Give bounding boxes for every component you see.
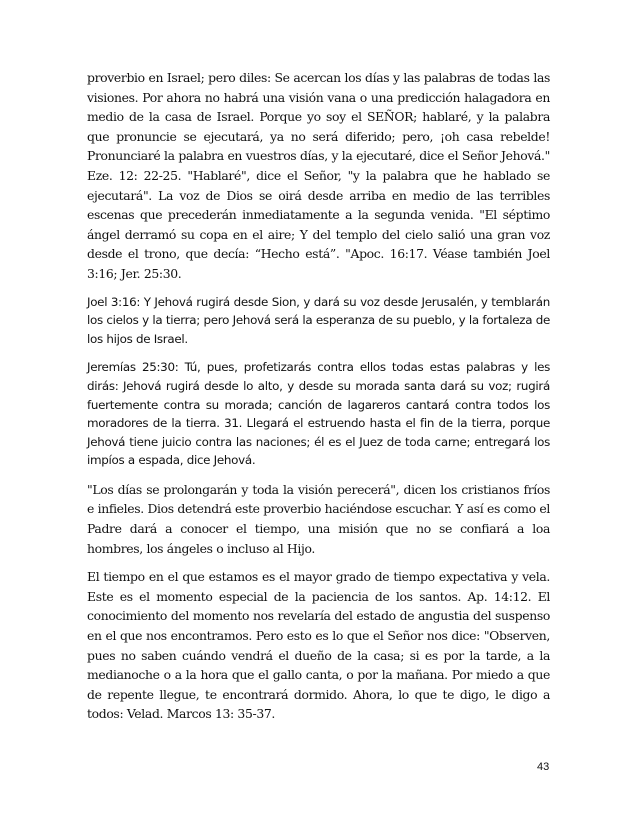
paragraph-skeptics: "Los días se prolongarán y toda la visión perecerá", dicen los cristianos fríos e infieles. Dios detendrá este proverbio haciéndose escuchar. Y así es como el Padre dará a conocer el tiempo, una misión que no se confiará a loa hombres, los ángeles o incluso al Hijo. — [87, 481, 550, 556]
paragraph-ezekiel-commentary: proverbio en Israel; pero diles: Se acercan los días y las palabras de todas las visiones. Por ahora no habrá una visión vana o una predicción halagadora en medio de la casa de Israel. Porque yo soy el SEÑOR; hablaré, y la palabra que pronuncie se ejecutará, ya no será diferido; pero, ¡oh casa rebelde! Pronunciaré la palabra en vuestros días, y la ejecutaré, dice el Señor Jehová." Eze. 12: 22-25. "Hablaré", dice el Señor, "y la palabra que he hablado se ejecutará". La voz de Dios se oirá desde arriba en medio de las terribles escenas que precederán inmediatamente a la segunda venida. "El séptimo ángel derramó su copa en el aire; Y del templo del cielo salió una gran voz desde el trono, que decía: “Hecho está”. "Apoc. 16:17. Véase también Joel 3:16; Jer. 25:30. — [87, 70, 550, 281]
paragraph-jeremiah-quote: Jeremías 25:30: Tú, pues, profetizarás contra ellos todas estas palabras y les dirás: Jehová rugirá desde lo alto, y desde su morada santa dará su voz; rugirá fuertemente contra su morada; canción de lagareros cantará contra todos los moradores de la tierra. 31. Llegará el estruendo hasta el fin de la tierra, porque Jehová tiene juicio contra las naciones; él es el Juez de toda carne; entregará los impíos a espada, dice Jehová. — [87, 360, 550, 468]
paragraph-watch: El tiempo en el que estamos es el mayor grado de tiempo expectativa y vela. Este es el momento especial de la paciencia de los santos. Ap. 14:12. El conocimiento del momento nos revelaría del estado de angustia del suspenso en el que nos encontramos. Pero esto es lo que el Señor nos dice: "Observen, pues no saben cuándo vendrá el dueño de la casa; si es por la tarde, a la medianoche o a la hora que el gallo canta, o por la mañana. Por miedo a que de repente llegue, te encontrará dormido. Ahora, lo que te digo, le digo a todos: Velad. Marcos 13: 35-37. — [87, 569, 550, 722]
page-body — [87, 68, 550, 733]
page-number: 43 — [537, 761, 550, 773]
paragraph-joel-quote: Joel 3:16: Y Jehová rugirá desde Sion, y dará su voz desde Jerusalén, y temblarán los cielos y la tierra; pero Jehová será la esperanza de su pueblo, y la fortaleza de los hijos de Israel. — [87, 294, 550, 346]
